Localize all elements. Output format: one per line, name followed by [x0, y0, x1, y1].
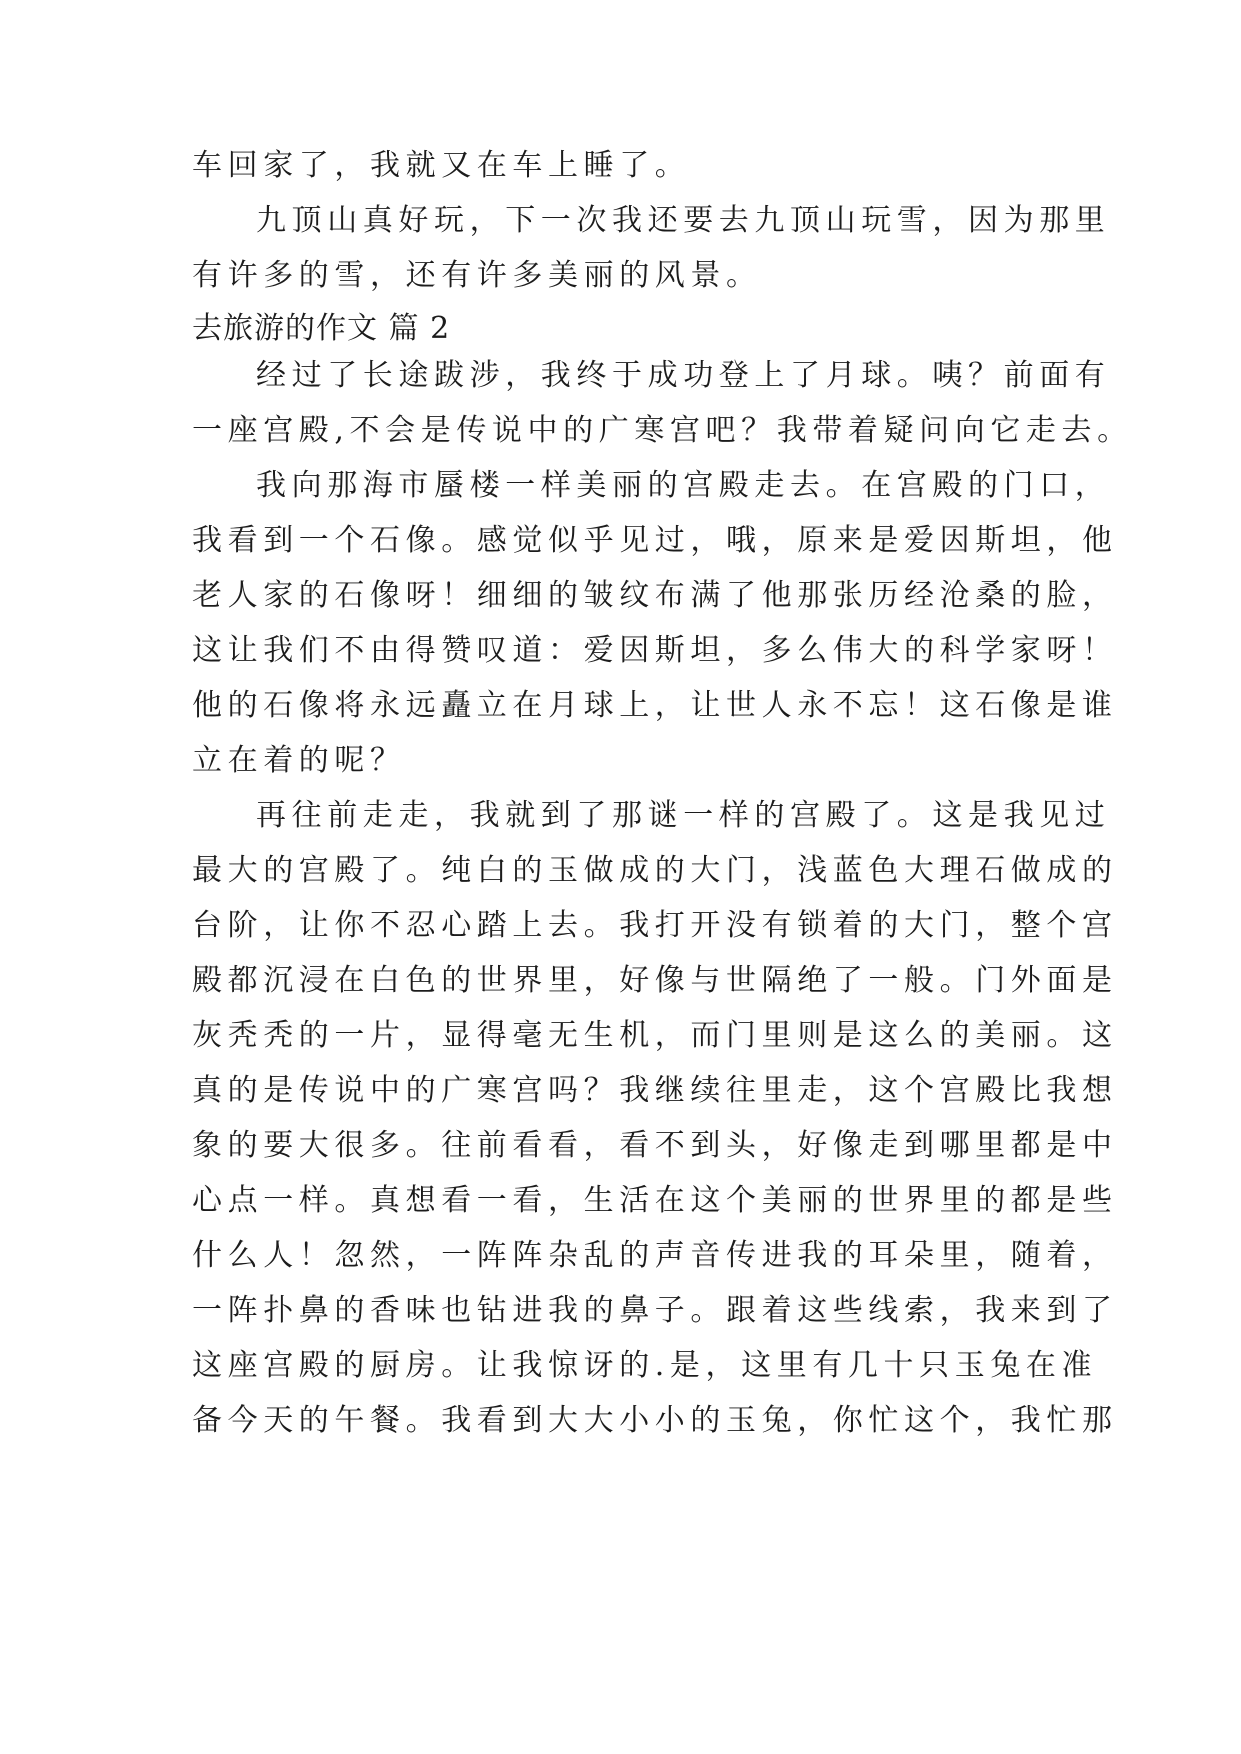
paragraph-first-line: 九顶山真好玩，下一次我还要去九顶山玩雪，因为那里 — [256, 203, 1111, 238]
text-line: 我看到一个石像。感觉似乎见过，哦，原来是爱因斯坦，他 — [192, 523, 1118, 558]
section-heading: 去旅游的作文 篇 2 — [192, 311, 451, 346]
text-line: 殿都沉浸在白色的世界里，好像与世隔绝了一般。门外面是 — [192, 963, 1118, 998]
text-line: 这座宫殿的厨房。让我惊讶的.是，这里有几十只玉兔在准 — [192, 1348, 1098, 1383]
text-line: 备今天的午餐。我看到大大小小的玉兔，你忙这个，我忙那 — [192, 1403, 1118, 1438]
text-line: 一座宫殿,不会是传说中的广寒宫吧？我带着疑问向它走去。 — [192, 413, 1133, 448]
text-line: 象的要大很多。往前看看，看不到头，好像走到哪里都是中 — [192, 1128, 1118, 1163]
paragraph-first-line: 我向那海市蜃楼一样美丽的宫殿走去。在宫殿的门口， — [256, 468, 1111, 503]
text-line: 最大的宫殿了。纯白的玉做成的大门，浅蓝色大理石做成的 — [192, 853, 1118, 888]
text-line: 老人家的石像呀！细细的皱纹布满了他那张历经沧桑的脸， — [192, 578, 1118, 613]
text-line: 有许多的雪，还有许多美丽的风景。 — [192, 258, 762, 293]
text-line: 灰秃秃的一片，显得毫无生机，而门里则是这么的美丽。这 — [192, 1018, 1118, 1053]
paragraph-first-line: 经过了长途跋涉，我终于成功登上了月球。咦？前面有 — [256, 358, 1111, 393]
text-line: 一阵扑鼻的香味也钻进我的鼻子。跟着这些线索，我来到了 — [192, 1293, 1118, 1328]
text-line: 他的石像将永远矗立在月球上，让世人永不忘！这石像是谁 — [192, 688, 1118, 723]
text-line: 立在着的呢？ — [192, 743, 406, 778]
text-line: 什么人！忽然，一阵阵杂乱的声音传进我的耳朵里，随着， — [192, 1238, 1118, 1273]
text-line: 这让我们不由得赞叹道：爱因斯坦，多么伟大的科学家呀！ — [192, 633, 1118, 668]
text-line: 真的是传说中的广寒宫吗？我继续往里走，这个宫殿比我想 — [192, 1073, 1118, 1108]
text-line: 车回家了，我就又在车上睡了。 — [192, 148, 691, 183]
text-line: 心点一样。真想看一看，生活在这个美丽的世界里的都是些 — [192, 1183, 1118, 1218]
text-line: 台阶，让你不忍心踏上去。我打开没有锁着的大门，整个宫 — [192, 908, 1118, 943]
paragraph-first-line: 再往前走走，我就到了那谜一样的宫殿了。这是我见过 — [256, 798, 1111, 833]
